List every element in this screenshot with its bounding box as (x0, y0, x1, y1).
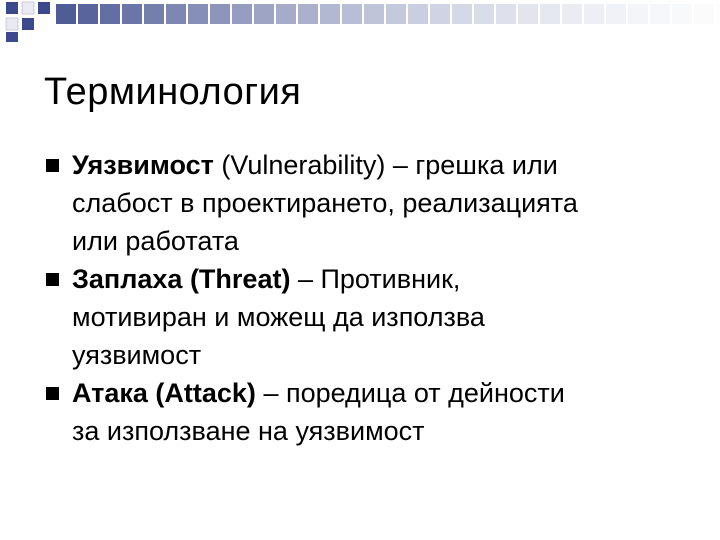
decor-square-light (22, 2, 34, 14)
decor-square-dark (38, 2, 50, 14)
slide-title: Терминология (44, 71, 302, 113)
decor-band-square (364, 4, 384, 24)
decor-band-square (232, 4, 252, 24)
line-text: слабост в проектирането, реализацията (72, 188, 578, 218)
bullet-list (44, 146, 704, 450)
decor-square-dark (22, 18, 34, 30)
bullet-line (72, 412, 704, 450)
decor-band-square (210, 4, 230, 24)
decor-band-square (694, 4, 714, 24)
decor-band-square (606, 4, 626, 24)
decor-band-square (540, 4, 560, 24)
bullet-line (72, 260, 704, 298)
line-text: за използване на уязвимост (72, 416, 425, 446)
line-text: или работата (72, 226, 239, 256)
bullet-square-icon (46, 159, 59, 172)
line-text: – поредица от дейности (255, 378, 565, 408)
decor-band-square (298, 4, 318, 24)
bullet-item-attack (44, 374, 704, 450)
decor-band-square (188, 4, 208, 24)
decor-band-square (584, 4, 604, 24)
decor-band-square (672, 4, 692, 24)
decor-band-square (452, 4, 472, 24)
bullet-square-icon (46, 273, 59, 286)
decor-band-square (254, 4, 274, 24)
decor-band-square (144, 4, 164, 24)
term-label: Заплаха (Threat) (72, 264, 291, 294)
decor-band-square (276, 4, 296, 24)
decor-square-light (6, 18, 18, 30)
decor-square-band (56, 4, 720, 24)
decor-band-square (386, 4, 406, 24)
bullet-line (72, 298, 704, 336)
bullet-line (72, 222, 704, 260)
line-text: мотивиран и можещ да използва (72, 302, 485, 332)
decor-band-square (562, 4, 582, 24)
decor-band-square (518, 4, 538, 24)
bullet-item-threat (44, 260, 704, 374)
term-label: Атака (Attack) (72, 378, 256, 408)
decor-band-square (320, 4, 340, 24)
decor-band-square (342, 4, 362, 24)
line-text: – Противник, (290, 264, 461, 294)
decorative-squares-band (0, 0, 720, 44)
decor-band-square (100, 4, 120, 24)
line-text: (Vulnerability) – грешка или (213, 150, 558, 180)
decor-band-square (56, 4, 76, 24)
decor-band-square (122, 4, 142, 24)
bullet-square-icon (46, 387, 59, 400)
term-label: Уязвимост (72, 150, 214, 180)
decor-band-square (408, 4, 428, 24)
decor-square-dark (6, 32, 18, 42)
decor-band-square (474, 4, 494, 24)
decorative-squares-graphic (0, 0, 720, 44)
decor-square-dark (6, 2, 18, 14)
decor-band-square (628, 4, 648, 24)
line-text: уязвимост (72, 340, 202, 370)
bullet-line (72, 146, 704, 184)
bullet-line (72, 374, 704, 412)
decor-band-square (496, 4, 516, 24)
bullet-line (72, 336, 704, 374)
decor-band-square (650, 4, 670, 24)
bullet-item-vulnerability (44, 146, 704, 260)
decor-band-square (430, 4, 450, 24)
bullet-line (72, 184, 704, 222)
decor-band-square (78, 4, 98, 24)
decor-band-square (166, 4, 186, 24)
decor-band-square (716, 4, 720, 24)
